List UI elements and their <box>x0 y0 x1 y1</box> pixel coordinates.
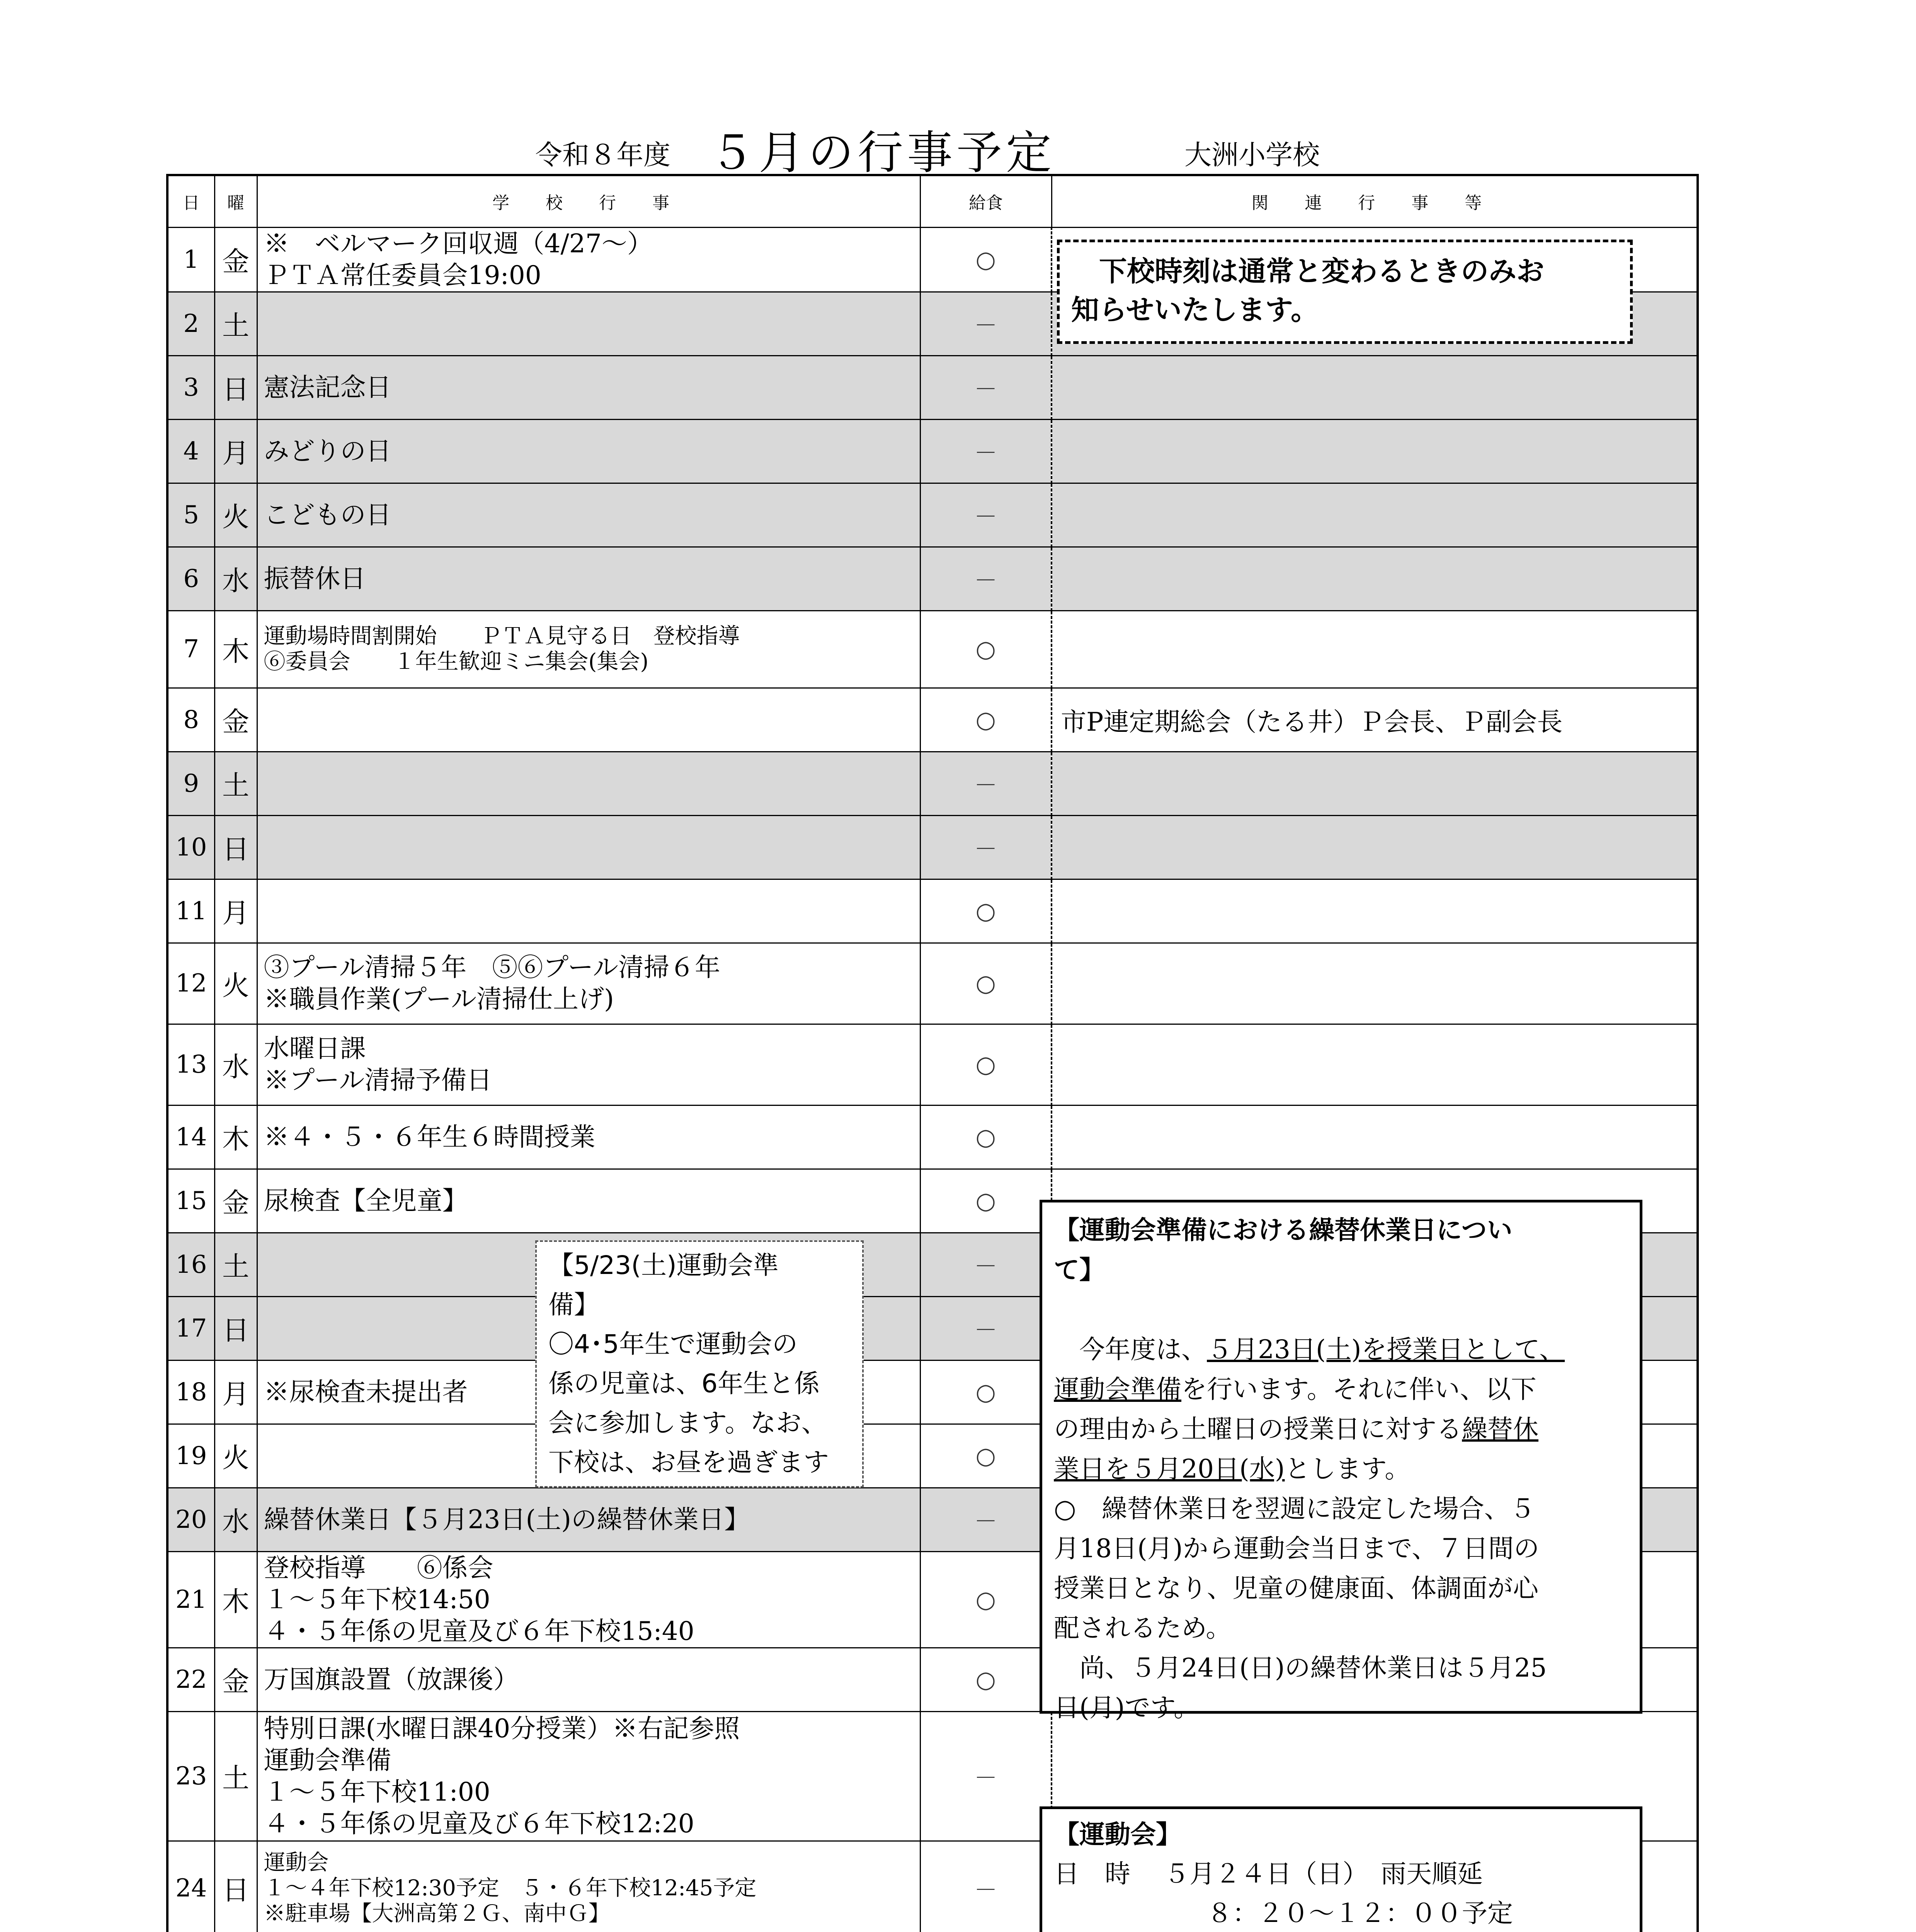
event-line: 繰替休業日【５月23日(土)の繰替休業日】 <box>264 1504 750 1534</box>
day-cell: 20 <box>167 1488 214 1551</box>
related-cell <box>1052 943 1698 1024</box>
event-line: 万国旗設置（放課後） <box>264 1664 519 1694</box>
events-cell <box>257 815 920 879</box>
event-line: 運動会 <box>264 1850 329 1875</box>
day-cell: 15 <box>167 1169 214 1233</box>
events-cell <box>257 1169 920 1233</box>
day-cell: 11 <box>167 879 214 943</box>
related-cell <box>1052 355 1698 419</box>
lunch-cell: － <box>920 483 1052 547</box>
lunch-cell: － <box>920 752 1052 815</box>
events-cell <box>257 1024 920 1105</box>
lunch-cell: － <box>920 547 1052 611</box>
lunch-cell: － <box>920 355 1052 419</box>
day-cell: 18 <box>167 1360 214 1424</box>
dow-cell: 木 <box>214 1105 257 1169</box>
dow-cell: 月 <box>214 1360 257 1424</box>
event-line: ③プール清掃５年 ⑤⑥プール清掃６年 <box>264 952 720 982</box>
event-line: ４・５年係の児童及び６年下校15:40 <box>264 1616 694 1646</box>
dow-cell: 火 <box>214 483 257 547</box>
events-cell <box>257 611 920 688</box>
col-header-events: 学 校 行 事 <box>257 175 920 227</box>
fiscal-year: 令和８年度 <box>535 139 670 171</box>
lunch-cell: － <box>920 1711 1052 1841</box>
dow-cell: 火 <box>214 1424 257 1488</box>
table-row <box>167 419 1698 483</box>
sports-prep-note: 【5/23(土)運動会準 備】 〇4･5年生で運動会の 係の児童は、6年生と係 会に参加します。なお、 下校は、お昼を過ぎます <box>535 1240 864 1488</box>
events-cell <box>257 1711 920 1841</box>
day-cell: 3 <box>167 355 214 419</box>
lunch-cell: － <box>920 815 1052 879</box>
event-line: 尿検査【全児童】 <box>264 1185 468 1216</box>
col-header-dow: 曜 <box>214 175 257 227</box>
event-line: ＰＴＡ常任委員会19:00 <box>264 260 541 290</box>
lunch-cell: － <box>920 419 1052 483</box>
day-cell: 4 <box>167 419 214 483</box>
table-row <box>167 688 1698 752</box>
lunch-cell: ○ <box>920 1360 1052 1424</box>
event-line: ※４・５・６年生６時間授業 <box>264 1122 596 1152</box>
events-cell <box>257 227 920 292</box>
events-cell <box>257 1648 920 1711</box>
dow-cell: 水 <box>214 547 257 611</box>
events-cell <box>257 419 920 483</box>
substitute-holiday-box: 【運動会準備における繰替休業日につい て】 今年度は、５月23日(土)を授業日として、 運動会準備を行います。それに伴い、以下 の理由から土曜日の授業日に対する繰替休 業日を５月20日(水)とします。 ○ 繰替休業日を翌週に設定した場合、５ 月18日(月)から運動会当日まで、７日間の 授業日となり、児童の健康面、体調面が心 配されるため。 尚、５月24日(日)の繰替休業日は５月25 日(月)です。 <box>1040 1200 1642 1714</box>
event-line: 特別日課(水曜日課40分授業）※右記参照 <box>264 1713 740 1743</box>
day-cell: 21 <box>167 1551 214 1648</box>
event-line: ⑥委員会 １年生歓迎ミニ集会(集会) <box>264 649 649 674</box>
day-cell: 1 <box>167 227 214 292</box>
event-line: 水曜日課 <box>264 1034 366 1063</box>
lunch-cell: ○ <box>920 879 1052 943</box>
table-row <box>167 483 1698 547</box>
event-line: ４・５年係の児童及び６年下校12:20 <box>264 1808 694 1838</box>
day-cell: 19 <box>167 1424 214 1488</box>
lunch-cell: ○ <box>920 611 1052 688</box>
page-header <box>0 0 1916 179</box>
events-cell <box>257 1105 920 1169</box>
day-cell: 22 <box>167 1648 214 1711</box>
dow-cell: 日 <box>214 1296 257 1360</box>
dow-cell: 金 <box>214 688 257 752</box>
events-cell <box>257 1488 920 1551</box>
event-line: 登校指導 ⑥係会 <box>264 1553 493 1583</box>
events-cell <box>257 1841 920 1932</box>
related-cell <box>1052 879 1698 943</box>
event-line: 運動会準備 <box>264 1745 391 1775</box>
event-line: ※プール清掃予備日 <box>264 1065 492 1095</box>
day-cell: 2 <box>167 292 214 355</box>
table-header-row <box>167 175 1698 227</box>
related-cell <box>1052 419 1698 483</box>
dow-cell: 土 <box>214 292 257 355</box>
dow-cell: 金 <box>214 1648 257 1711</box>
col-header-related: 関 連 行 事 等 <box>1052 175 1698 227</box>
table-row <box>167 879 1698 943</box>
sports-day-box: 【運動会】 日 時 ５月２４日（日） 雨天順延 ８：２０～１２：００予定 <box>1040 1806 1642 1932</box>
event-line: １～５年下校14:50 <box>264 1584 490 1614</box>
lunch-cell: ○ <box>920 1424 1052 1488</box>
day-cell: 24 <box>167 1841 214 1932</box>
day-cell: 17 <box>167 1296 214 1360</box>
lunch-cell: ○ <box>920 1024 1052 1105</box>
dow-cell: 金 <box>214 227 257 292</box>
lunch-cell: ○ <box>920 1105 1052 1169</box>
day-cell: 6 <box>167 547 214 611</box>
event-line: 振替休日 <box>264 563 366 594</box>
day-cell: 12 <box>167 943 214 1024</box>
dow-cell: 日 <box>214 355 257 419</box>
lunch-cell: － <box>920 1841 1052 1932</box>
col-header-lunch: 給食 <box>920 175 1052 227</box>
day-cell: 13 <box>167 1024 214 1105</box>
related-cell: 市P連定期総会（たる井）Ｐ会長、Ｐ副会長 <box>1052 688 1698 752</box>
events-cell <box>257 292 920 355</box>
events-cell <box>257 483 920 547</box>
lunch-cell: － <box>920 1296 1052 1360</box>
day-cell: 16 <box>167 1233 214 1296</box>
related-cell <box>1052 483 1698 547</box>
dow-cell: 日 <box>214 1841 257 1932</box>
event-line: ※駐車場【大洲高第２Ｇ、南中Ｇ】 <box>264 1901 610 1926</box>
dow-cell: 水 <box>214 1024 257 1105</box>
dow-cell: 水 <box>214 1488 257 1551</box>
dow-cell: 日 <box>214 815 257 879</box>
day-cell: 10 <box>167 815 214 879</box>
dow-cell: 土 <box>214 1711 257 1841</box>
table-row <box>167 752 1698 815</box>
lunch-cell: ○ <box>920 227 1052 292</box>
table-row <box>167 943 1698 1024</box>
event-line: みどりの日 <box>264 436 391 466</box>
day-cell: 5 <box>167 483 214 547</box>
events-cell <box>257 547 920 611</box>
lunch-cell: － <box>920 1488 1052 1551</box>
event-line: こどもの日 <box>264 500 391 530</box>
related-cell <box>1052 1105 1698 1169</box>
table-row <box>167 1105 1698 1169</box>
dow-cell: 月 <box>214 419 257 483</box>
events-cell <box>257 688 920 752</box>
dow-cell: 土 <box>214 1233 257 1296</box>
day-cell: 23 <box>167 1711 214 1841</box>
dow-cell: 金 <box>214 1169 257 1233</box>
events-cell <box>257 879 920 943</box>
lunch-cell: ○ <box>920 688 1052 752</box>
dow-cell: 土 <box>214 752 257 815</box>
related-cell <box>1052 611 1698 688</box>
lunch-cell: － <box>920 292 1052 355</box>
lunch-cell: ○ <box>920 943 1052 1024</box>
day-cell: 7 <box>167 611 214 688</box>
event-line: 運動場時間割開始 ＰＴＡ見守る日 登校指導 <box>264 624 740 649</box>
lunch-cell: ○ <box>920 1551 1052 1648</box>
school-name: 大洲小学校 <box>1184 139 1320 171</box>
dow-cell: 木 <box>214 1551 257 1648</box>
events-cell <box>257 943 920 1024</box>
day-cell: 9 <box>167 752 214 815</box>
dow-cell: 木 <box>214 611 257 688</box>
related-cell <box>1052 547 1698 611</box>
dow-cell: 火 <box>214 943 257 1024</box>
related-cell <box>1052 815 1698 879</box>
event-line: ※尿検査未提出者 <box>264 1377 468 1407</box>
dow-cell: 月 <box>214 879 257 943</box>
page-title: ５月の行事予定 <box>709 126 1056 179</box>
lunch-cell: ○ <box>920 1169 1052 1233</box>
related-cell <box>1052 1024 1698 1105</box>
day-cell: 14 <box>167 1105 214 1169</box>
event-line: １～４年下校12:30予定 ５・６年下校12:45予定 <box>264 1875 757 1901</box>
events-cell <box>257 752 920 815</box>
event-line: 憲法記念日 <box>264 372 391 402</box>
events-cell <box>257 1551 920 1648</box>
table-row <box>167 547 1698 611</box>
related-cell <box>1052 752 1698 815</box>
table-row <box>167 815 1698 879</box>
events-cell <box>257 355 920 419</box>
event-line: １～５年下校11:00 <box>264 1777 490 1807</box>
lunch-cell: ○ <box>920 1648 1052 1711</box>
table-row <box>167 355 1698 419</box>
event-line: ※ ベルマーク回収週（4/27～） <box>264 228 653 259</box>
day-cell: 8 <box>167 688 214 752</box>
lunch-cell: － <box>920 1233 1052 1296</box>
dismissal-notice: 下校時刻は通常と変わるときのみお 知らせいたします。 <box>1057 240 1633 344</box>
table-row <box>167 1024 1698 1105</box>
table-row <box>167 611 1698 688</box>
event-line: ※職員作業(プール清掃仕上げ) <box>264 984 614 1014</box>
col-header-day: 日 <box>167 175 214 227</box>
